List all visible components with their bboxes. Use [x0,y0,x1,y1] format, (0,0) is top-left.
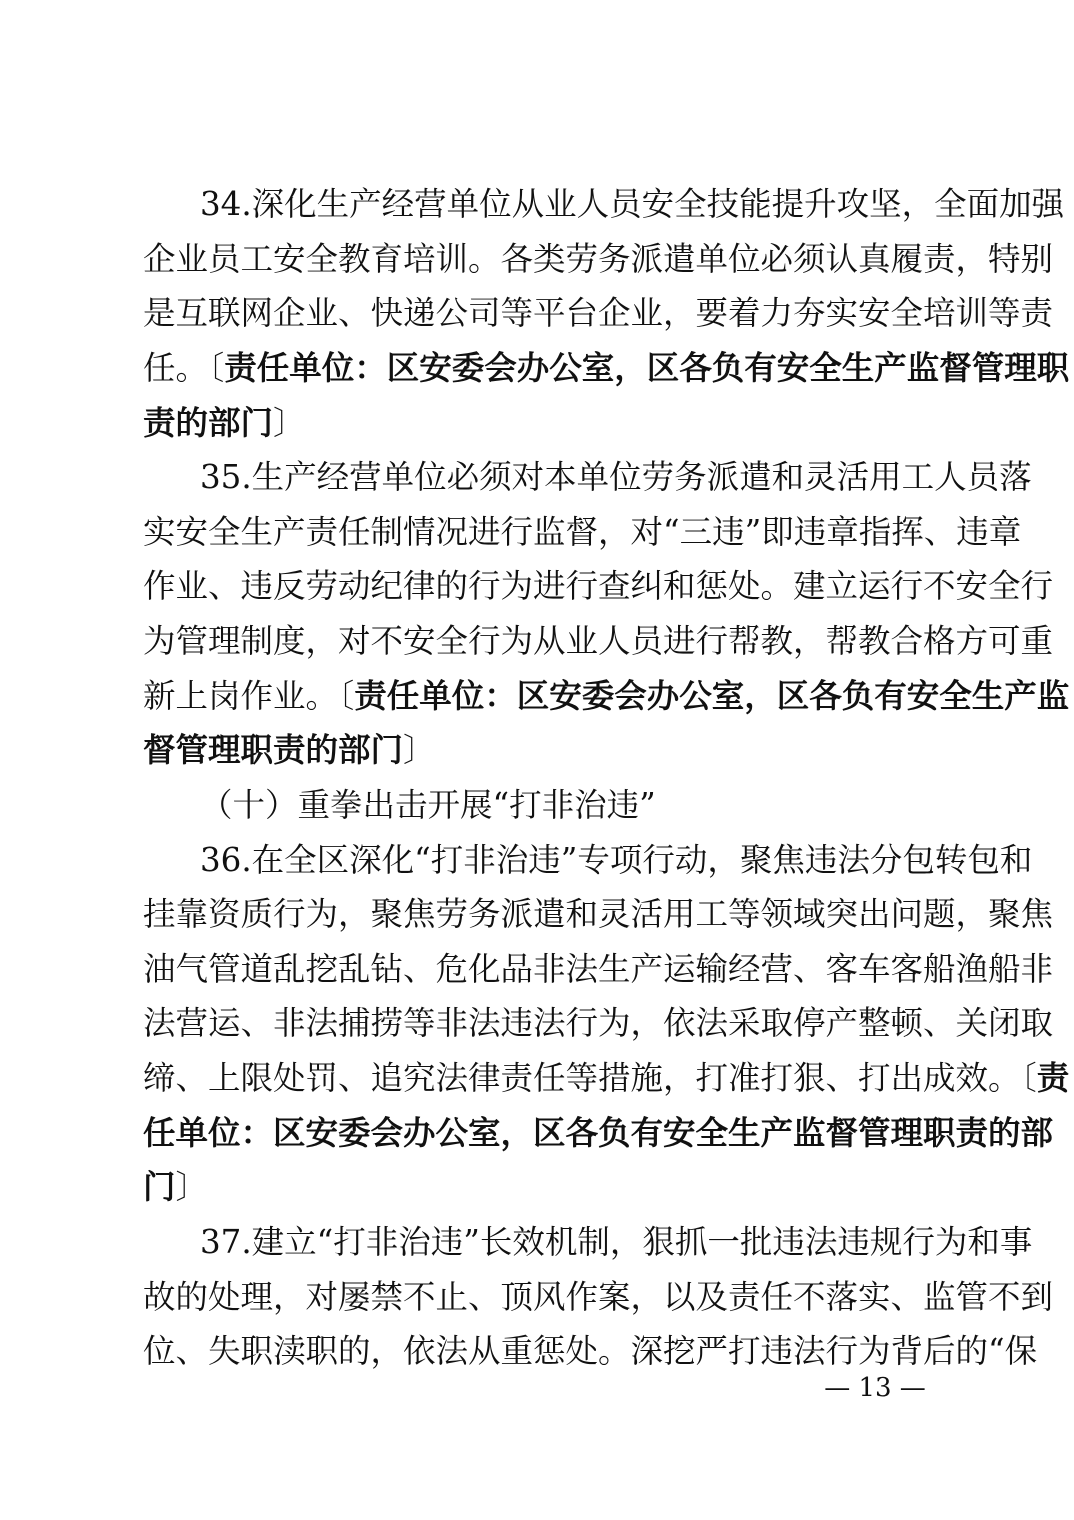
paragraph-35-line-1 [200,457,1032,497]
text-run: 〕 [403,731,436,769]
paragraph-36-line-4 [143,1003,1054,1043]
text-run: 挂靠资质行为，聚焦劳务派遣和灵活用工等领域突出问题，聚焦 [143,895,1054,933]
text-run: 位、失职渎职的，依法从重惩处。深挖严打违法行为背后的“保 [143,1332,1038,1370]
text-run: 34.深化生产经营单位从业人员安全技能提升攻坚，全面加强 [200,185,1065,223]
paragraph-36-line-3 [143,949,1054,989]
responsible-unit-text: 责的部门 [143,404,274,442]
paragraph-34-line-4 [143,348,1070,388]
responsible-unit-text: 责 [1036,1059,1070,1097]
text-run: 任。〔 [143,349,225,387]
paragraph-35-line-6 [143,730,943,770]
paragraph-36-line-6 [143,1113,1054,1153]
paragraph-34-line-5 [143,403,943,443]
text-run: 36.在全区深化“打非治违”专项行动，聚焦违法分包转包和 [200,841,1033,879]
text-run: 缔、上限处罚、追究法律责任等措施，打准打狠、打出成效。〔 [143,1059,1037,1097]
paragraph-34-line-3 [143,293,1054,333]
paragraph-36-line-5 [143,1058,1070,1098]
text-run: 法营运、非法捕捞等非法违法行为，依法采取停产整顿、关闭取 [143,1004,1054,1042]
paragraph-36-line-7 [143,1167,943,1207]
text-run: 新上岗作业。〔 [143,677,355,715]
paragraph-34-line-1 [200,184,1065,224]
text-run: 37.建立“打非治违”长效机制，狠抓一批违法违规行为和事 [200,1223,1033,1261]
text-run: 〕 [273,404,306,442]
section-heading-text: （十）重拳出击开展“打非治违” [200,786,656,824]
text-run: 作业、违反劳动纪律的行为进行查纠和惩处。建立运行不安全行 [143,567,1054,605]
paragraph-37-line-1 [200,1222,1033,1262]
paragraph-34-line-2 [143,239,1054,279]
responsible-unit-text: 任单位：区安委会办公室，区各负有安全生产监督管理职责的部 [143,1114,1054,1152]
paragraph-35-line-4 [143,621,1054,661]
paragraph-37-line-2 [143,1277,1054,1317]
paragraph-37-line-3 [143,1331,1038,1371]
paragraph-36-line-1 [200,840,1033,880]
text-run: 故的处理，对屡禁不止、顶风作案，以及责任不落实、监管不到 [143,1278,1054,1316]
text-run: 35.生产经营单位必须对本单位劳务派遣和灵活用工人员落 [200,458,1032,496]
section-heading [200,785,943,825]
responsible-unit-text: 责任单位：区安委会办公室，区各负有安全生产监督管理职 [224,349,1070,387]
responsible-unit-text: 督管理职责的部门 [143,731,404,769]
responsible-unit-text: 责任单位：区安委会办公室，区各负有安全生产监 [354,677,1070,715]
page-number: — 13 — [824,1373,926,1403]
responsible-unit-text: 门 [143,1168,176,1206]
paragraph-35-line-2 [143,512,1022,552]
text-run: 是互联网企业、快递公司等平台企业，要着力夯实安全培训等责 [143,294,1054,332]
text-run: 油气管道乱挖乱钻、危化品非法生产运输经营、客车客船渔船非 [143,950,1054,988]
paragraph-36-line-2 [143,894,1054,934]
text-run: 〕 [175,1168,209,1206]
paragraph-35-line-5 [143,676,1070,716]
text-run: 为管理制度，对不安全行为从业人员进行帮教，帮教合格方可重 [143,622,1054,660]
paragraph-35-line-3 [143,566,1054,606]
text-run: 实安全生产责任制情况进行监督，对“三违”即违章指挥、违章 [143,513,1022,551]
text-run: 企业员工安全教育培训。各类劳务派遣单位必须认真履责，特别 [143,240,1054,278]
